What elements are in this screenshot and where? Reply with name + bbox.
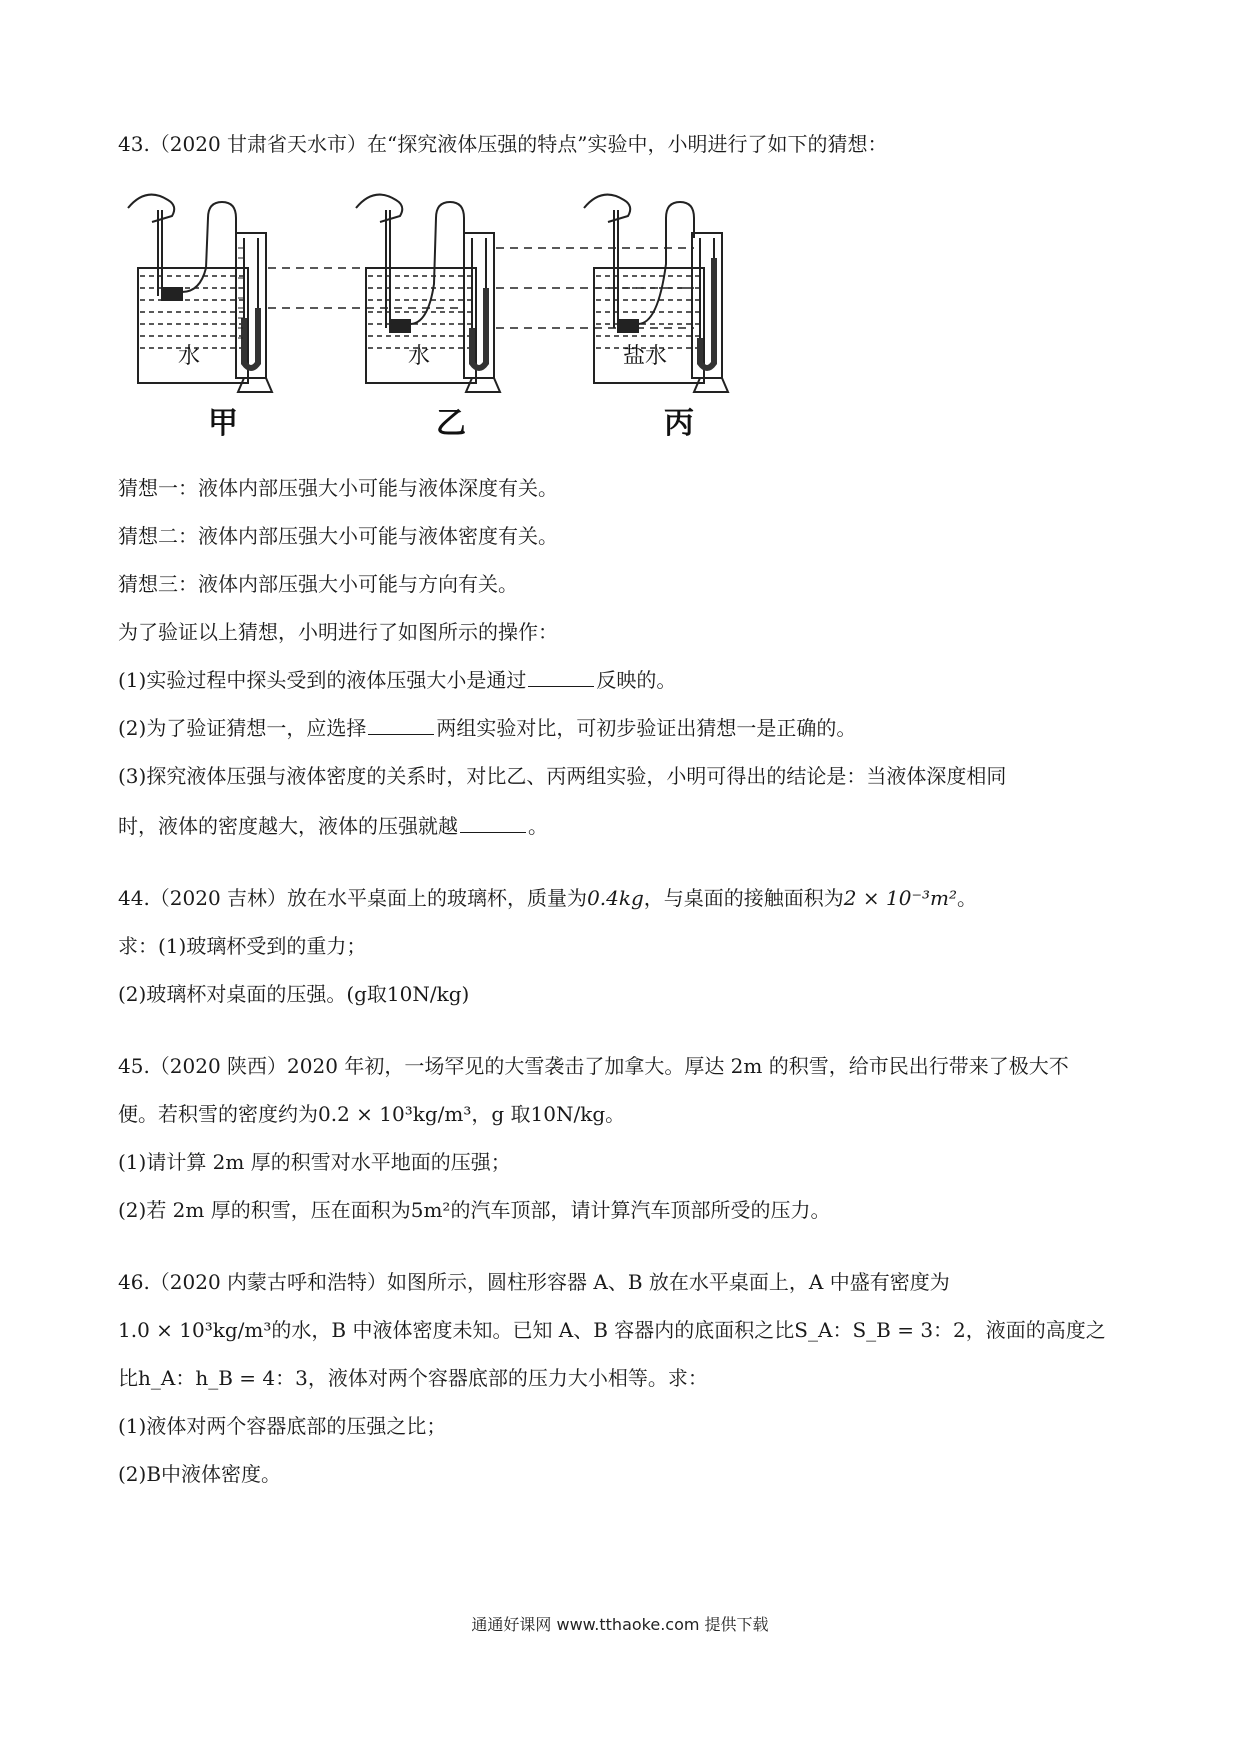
- panel-label-jia: 甲: [208, 406, 238, 441]
- q43-part3-text-b: 。: [528, 814, 548, 838]
- q43-part2: [118, 714, 856, 742]
- q45-ask1: (1)请计算 2m 厚的积雪对水平地面的压强；: [118, 1150, 511, 1174]
- q43-part1: [118, 666, 676, 694]
- panel-label-bing: 丙: [664, 406, 694, 441]
- answer-blank: [460, 814, 526, 833]
- q44-stem: [118, 884, 977, 912]
- q46-line1: 46.（2020 内蒙古呼和浩特）如图所示，圆柱形容器 A、B 放在水平桌面上，A 中盛有密度为: [118, 1270, 950, 1294]
- q43-stem: 43.（2020 甘肃省天水市）在“探究液体压强的特点”实验中，小明进行了如下的猜想：: [118, 132, 888, 156]
- q43-part3-line1: (3)探究液体压强与液体密度的关系时，对比乙、丙两组实验，小明可得出的结论是：当液体深度相同: [118, 764, 1007, 788]
- q43-part1-text-a: (1)实验过程中探头受到的液体压强大小是通过: [118, 668, 527, 692]
- q44-stem-a: 44.（2020 吉林）放在水平桌面上的玻璃杯，质量为: [118, 886, 588, 910]
- q43-intro: 为了验证以上猜想，小明进行了如图所示的操作：: [118, 620, 558, 644]
- liquid-label-jia: 水: [178, 344, 201, 369]
- page-footer: 通通好课网 www.tthaoke.com 提供下载: [471, 1615, 769, 1634]
- liquid-pressure-figure: [118, 178, 790, 446]
- q46-line3: 比h_A：h_B = 4：3，液体对两个容器底部的压力大小相等。求：: [118, 1366, 708, 1390]
- q43-part2-text-a: (2)为了验证猜想一，应选择: [118, 716, 367, 740]
- q44-ask2: (2)玻璃杯对桌面的压强。(g取10N/kg): [118, 982, 470, 1006]
- q43-part3-line2: [118, 812, 548, 840]
- q44-ask1: 求：(1)玻璃杯受到的重力；: [118, 934, 367, 958]
- q43-guess3: 猜想三：液体内部压强大小可能与方向有关。: [118, 572, 518, 596]
- answer-blank: [368, 716, 434, 735]
- q46-line2: 1.0 × 10³kg/m³的水，B 中液体密度未知。已知 A、B 容器内的底面积之比S_A：S_B = 3：2，液面的高度之: [118, 1318, 1106, 1342]
- q46-ask1: (1)液体对两个容器底部的压强之比；: [118, 1414, 447, 1438]
- q44-stem-b: ，与桌面的接触面积为: [643, 886, 844, 910]
- liquid-label-bing: 盐水: [623, 344, 668, 369]
- q44-mass: 0.4kg: [587, 886, 644, 910]
- q43-guess2: 猜想二：液体内部压强大小可能与液体密度有关。: [118, 524, 558, 548]
- q45-ask2: (2)若 2m 厚的积雪，压在面积为5m²的汽车顶部，请计算汽车顶部所受的压力。: [118, 1198, 831, 1222]
- q43-part2-text-b: 两组实验对比，可初步验证出猜想一是正确的。: [436, 716, 857, 740]
- q45-line1: 45.（2020 陕西）2020 年初，一场罕见的大雪袭击了加拿大。厚达 2m 的积雪，给市民出行带来了极大不: [118, 1054, 1069, 1078]
- liquid-label-yi: 水: [408, 344, 431, 369]
- panel-label-yi: 乙: [436, 406, 466, 441]
- q46-ask2: (2)B中液体密度。: [118, 1462, 282, 1486]
- q43-part3-text-a: 时，液体的密度越大，液体的压强就越: [118, 814, 458, 838]
- q43-part1-text-b: 反映的。: [596, 668, 677, 692]
- q44-stem-c: 。: [957, 886, 977, 910]
- answer-blank: [528, 668, 594, 687]
- q45-line2: 便。若积雪的密度约为0.2 × 10³kg/m³，g 取10N/kg。: [118, 1102, 626, 1126]
- q44-area: 2 × 10⁻³m²: [843, 886, 957, 910]
- q43-guess1: 猜想一：液体内部压强大小可能与液体深度有关。: [118, 476, 558, 500]
